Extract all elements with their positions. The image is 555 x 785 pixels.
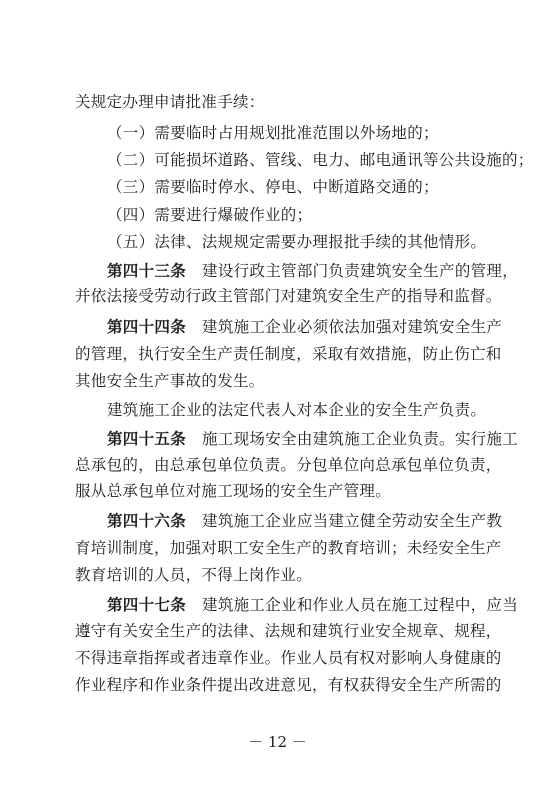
list-item-5: （五）法律、法规规定需要办理报批手续的其他情形。 [107,233,487,251]
article-43-first-line [107,261,519,281]
list-item-2: （二）可能损坏道路、管线、电力、邮电通讯等公共设施的； [107,151,534,169]
article-45-title: 第四十五条 [107,429,187,448]
article-44-line: 的管理，执行安全生产责任制度，采取有效措施，防止伤亡和 [75,345,502,363]
article-43-line: 并依法接受劳动行政主管部门对建筑安全生产的指导和监督。 [75,287,502,305]
article-43-text: 建设行政主管部门负责建筑安全生产的管理， [202,262,519,280]
article-47-line: 遵守有关安全生产的法律、法规和建筑行业安全规章、规程， [75,622,502,640]
article-47-text: 建筑施工企业和作业人员在施工过程中，应当 [202,596,519,614]
article-44-title: 第四十四条 [107,317,187,336]
article-47-first-line [107,595,519,615]
list-item-4: （四）需要进行爆破作业的； [107,206,313,224]
article-47-line: 不得违章指挥或者违章作业。作业人员有权对影响人身健康的 [75,649,502,667]
article-44-first-line [107,317,503,337]
text-line: 关规定办理申请批准手续： [75,93,265,111]
article-44-text: 建筑施工企业必须依法加强对建筑安全生产 [202,318,503,336]
article-46-first-line [107,511,503,531]
article-45-line: 总承包的，由总承包单位负责。分包单位向总承包单位负责， [75,456,502,474]
article-43-title: 第四十三条 [107,261,187,280]
page-number: － 12 － [248,733,307,751]
article-46-title: 第四十六条 [107,511,187,530]
article-45-text: 施工现场安全由建筑施工企业负责。实行施工 [202,430,519,448]
article-47-title: 第四十七条 [107,595,187,614]
article-45-first-line [107,429,519,449]
article-46-line: 教育培训的人员，不得上岗作业。 [75,566,313,584]
article-46-text: 建筑施工企业应当建立健全劳动安全生产教 [202,512,503,530]
article-46-line: 育培训制度，加强对职工安全生产的教育培训；未经安全生产 [75,539,502,557]
list-item-1: （一）需要临时占用规划批准范围以外场地的； [107,124,439,142]
article-45-line: 服从总承包单位对施工现场的安全生产管理。 [75,482,392,500]
article-44-paragraph-2: 建筑施工企业的法定代表人对本企业的安全生产负责。 [107,401,487,419]
article-47-line: 作业程序和作业条件提出改进意见，有权获得安全生产所需的 [75,676,502,694]
article-44-line: 其他安全生产事故的发生。 [75,372,265,390]
list-item-3: （三）需要临时停水、停电、中断道路交通的； [107,178,439,196]
